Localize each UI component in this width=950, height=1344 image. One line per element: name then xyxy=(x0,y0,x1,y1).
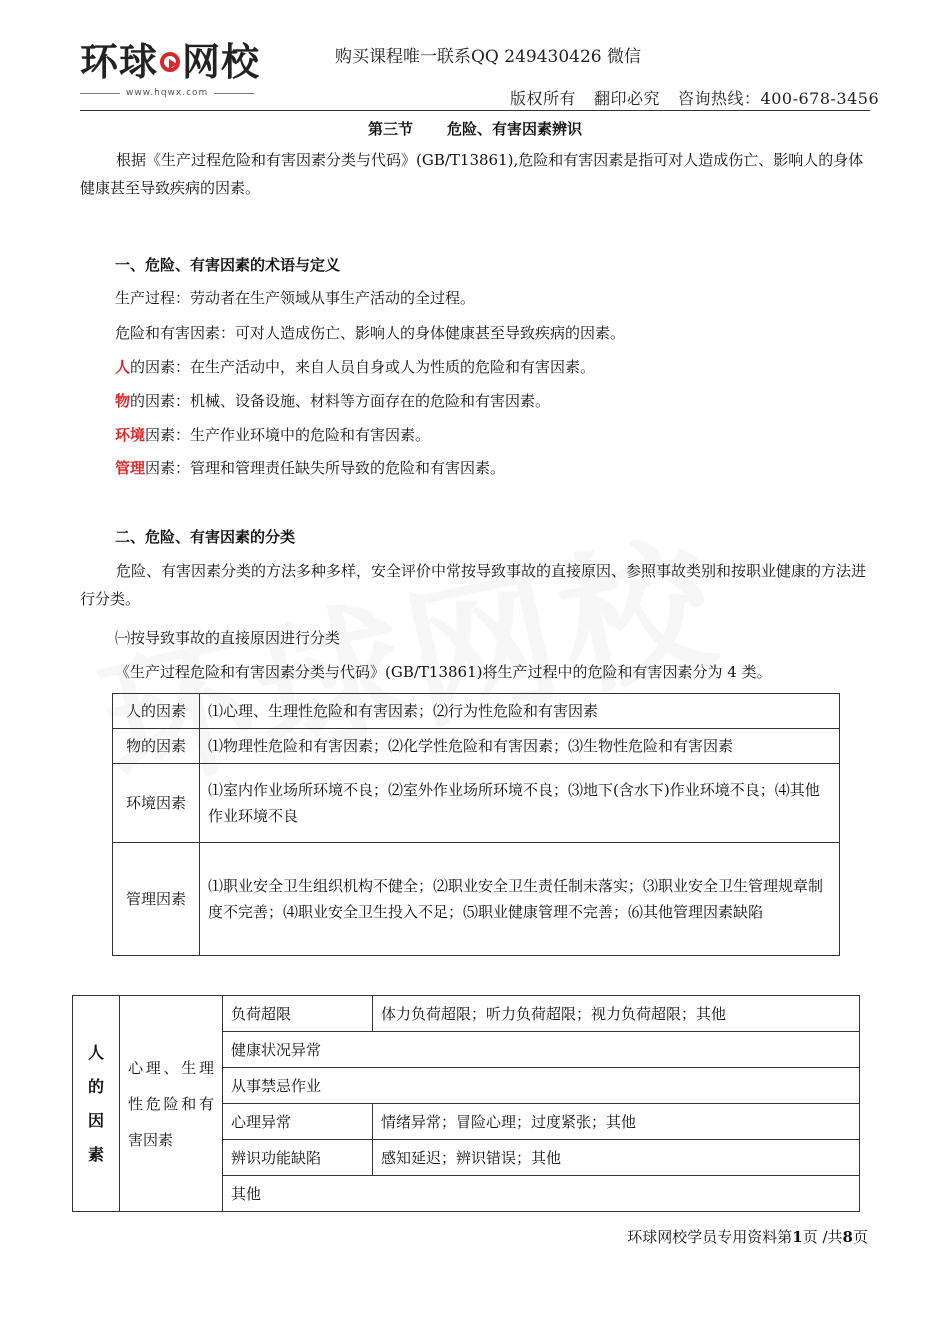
definition-environment xyxy=(115,423,430,447)
definition-object xyxy=(115,389,550,413)
definition-process: 生产过程：劳动者在生产领域从事生产活动的全过程。 xyxy=(115,289,476,307)
definition-text: 的因素：在生产活动中，来自人员自身或人为性质的危险和有害因素。 xyxy=(130,358,596,376)
factor-category-table xyxy=(112,693,840,956)
category-cell: 物的因素 xyxy=(113,729,200,764)
header-rule xyxy=(80,110,870,111)
copy-warning: 翻印必究 xyxy=(594,89,661,108)
content-cell: ⑴职业安全卫生组织机构不健全；⑵职业安全卫生责任制未落实；⑶职业安全卫生管理规章制度不完善；⑷职业安全卫生投入不足；⑸职业健康管理不完善；⑹其他管理因素缺陷 xyxy=(200,843,840,956)
play-icon xyxy=(160,52,180,72)
level3-cell: 其他 xyxy=(223,1176,860,1212)
logo-text-left: 环球 xyxy=(80,40,159,84)
hotline: 咨询热线：400-678-3456 xyxy=(678,89,880,108)
part1-heading: 一、危险、有害因素的术语与定义 xyxy=(115,256,341,274)
key-term: 环境 xyxy=(115,426,146,444)
definition-text: 因素：生产作业环境中的危险和有害因素。 xyxy=(145,426,431,444)
detail-cell: 情绪异常；冒险心理；过度紧张；其他 xyxy=(373,1104,860,1140)
definition-text: 的因素：机械、设备设施、材料等方面存在的危险和有害因素。 xyxy=(130,392,551,410)
header-rights xyxy=(510,86,897,109)
key-term: 人 xyxy=(115,358,131,376)
definition-text: 因素：管理和管理责任缺失所导致的危险和有害因素。 xyxy=(145,459,506,477)
rights-text: 版权所有 xyxy=(510,89,577,108)
level1-cell xyxy=(73,996,120,1212)
part2-subheading: ㈠按导致事故的直接原因进行分类 xyxy=(115,629,341,647)
intro-paragraph: 根据《生产过程危险和有害因素分类与代码》(GB/T13861),危险和有害因素是指可对人造成伤亡、影响人的身体健康甚至导致疾病的因素。 xyxy=(80,151,864,197)
page-footer xyxy=(627,1226,868,1247)
detail-cell: 感知延迟；辨识错误；其他 xyxy=(373,1140,860,1176)
human-factor-table xyxy=(72,995,860,1212)
level1-char: 素 xyxy=(87,1144,104,1164)
level1-char: 的 xyxy=(87,1076,104,1096)
key-term: 物 xyxy=(115,392,131,410)
logo-url: www.hqwx.com xyxy=(126,88,209,98)
category-cell: 人的因素 xyxy=(113,694,200,729)
level2-cell: 心理、生理性危险和有害因素 xyxy=(120,996,223,1212)
part2-sub-paragraph: 《生产过程危险和有害因素分类与代码》(GB/T13861)将生产过程中的危险和有害因素分为 4 类。 xyxy=(115,663,772,681)
section-number: 第三节 xyxy=(367,120,413,138)
definition-human xyxy=(115,355,595,379)
content-cell: ⑴心理、生理性危险和有害因素；⑵行为性危险和有害因素 xyxy=(200,694,840,729)
category-cell: 环境因素 xyxy=(113,764,200,843)
page-total: 8 xyxy=(842,1228,853,1246)
section-title xyxy=(0,118,950,139)
content-cell: ⑴室内作业场所环境不良；⑵室外作业场所环境不良；⑶地下(含水下)作业环境不良；⑷其他作业环境不良 xyxy=(200,764,840,843)
logo xyxy=(80,40,280,110)
page-number: 1 xyxy=(792,1228,803,1246)
footer-mid: 页 /共 xyxy=(802,1228,843,1246)
section-name: 危险、有害因素辨识 xyxy=(447,120,583,138)
footer-suffix: 页 xyxy=(852,1228,868,1246)
level3-cell: 健康状况异常 xyxy=(223,1032,860,1068)
level1-char: 因 xyxy=(87,1110,104,1130)
level3-cell: 辨识功能缺陷 xyxy=(223,1140,373,1176)
table-row xyxy=(73,996,860,1032)
table-row xyxy=(113,694,840,729)
footer-prefix: 环球网校学员专用资料第 xyxy=(627,1228,793,1246)
definition-management xyxy=(115,456,505,480)
detail-cell: 体力负荷超限；听力负荷超限；视力负荷超限；其他 xyxy=(373,996,860,1032)
part2-paragraph: 危险、有害因素分类的方法多种多样，安全评价中常按导致事故的直接原因、参照事故类别和按职业健康的方法进行分类。 xyxy=(80,562,867,608)
level3-cell: 从事禁忌作业 xyxy=(223,1068,860,1104)
part2-heading: 二、危险、有害因素的分类 xyxy=(115,528,296,546)
level1-char: 人 xyxy=(87,1042,104,1062)
header-contact: 购买课程唯一联系QQ 249430426 微信 xyxy=(335,47,642,67)
logo-text-right: 网校 xyxy=(182,40,261,84)
table-row xyxy=(113,843,840,956)
table-row xyxy=(113,764,840,843)
content-cell: ⑴物理性危险和有害因素；⑵化学性危险和有害因素；⑶生物性危险和有害因素 xyxy=(200,729,840,764)
key-term: 管理 xyxy=(115,459,146,477)
level3-cell: 心理异常 xyxy=(223,1104,373,1140)
table-row xyxy=(113,729,840,764)
level3-cell: 负荷超限 xyxy=(223,996,373,1032)
definition-hazard: 危险和有害因素：可对人造成伤亡、影响人的身体健康甚至导致疾病的因素。 xyxy=(115,324,626,342)
category-cell: 管理因素 xyxy=(113,843,200,956)
